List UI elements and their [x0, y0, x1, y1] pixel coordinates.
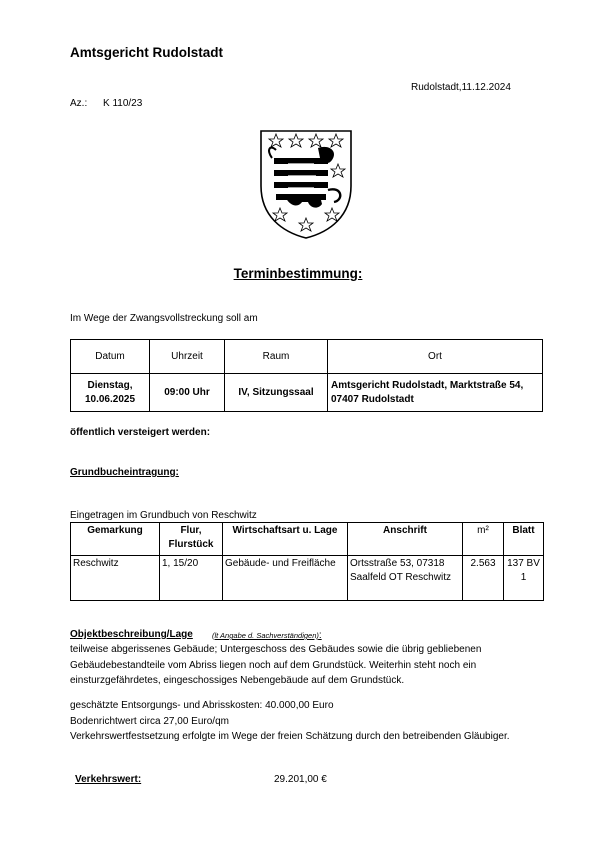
intro-text: Im Wege der Zwangsvollstreckung soll am: [70, 313, 258, 324]
valuation-note: Verkehrswertfestsetzung erfolgte im Wege der freien Schätzung durch den betreibenden Gläubiger.: [70, 731, 510, 742]
thuringia-coat-of-arms-icon: [258, 128, 354, 240]
table-row: [71, 374, 543, 412]
header-usage: Wirtschaftsart u. Lage: [223, 523, 348, 556]
case-number: K 110/23: [103, 98, 143, 109]
object-description: teilweise abgerissenes Gebäude; Untergeschoss des Gebäudes sowie die übrig gebliebenen Gebäudebestandteile vom Abriss liegen noch auf dem Grundstück. Weiterhin steht noch ein einsturzgefährdetes, eingeschossiges Nebengebäude auf dem Grundstück.: [70, 644, 482, 686]
cost-block: [70, 698, 542, 745]
market-value: 29.201,00 €: [274, 774, 327, 785]
cell-sheet: 137 BV 1: [504, 556, 544, 601]
land-register-intro: Eingetragen im Grundbuch von Reschwitz: [70, 510, 257, 521]
header-district: Gemarkung: [71, 523, 160, 556]
object-note-colon: :: [318, 630, 322, 641]
land-register-table: [70, 522, 544, 601]
header-location: Ort: [328, 340, 543, 374]
appointment-table: [70, 339, 543, 412]
table-header-row: [71, 340, 543, 374]
cell-date: [71, 374, 150, 412]
cell-district: Reschwitz: [71, 556, 160, 601]
auction-statement: öffentlich versteigert werden:: [70, 427, 211, 438]
table-header-row: [71, 523, 544, 556]
header-time: Uhrzeit: [150, 340, 225, 374]
cell-room: IV, Sitzungssaal: [225, 374, 328, 412]
date-weekday: Dienstag,: [87, 379, 133, 391]
header-date: Datum: [71, 340, 150, 374]
header-area: m²: [463, 523, 504, 556]
disposal-costs: geschätzte Entsorgungs- und Abrisskosten: 40.000,00 Euro: [70, 700, 334, 711]
land-value: Bodenrichtwert circa 27,00 Euro/qm: [70, 715, 229, 727]
header-sheet: Blatt: [504, 523, 544, 556]
place-date: Rudolstadt,11.12.2024: [411, 82, 511, 93]
object-title: Objektbeschreibung/Lage: [70, 629, 193, 640]
market-value-label: Verkehrswert:: [75, 774, 142, 785]
date-value: 10.06.2025: [84, 393, 136, 405]
cell-location: Amtsgericht Rudolstadt, Marktstraße 54, 07407 Rudolstadt: [328, 374, 543, 412]
header-address: Anschrift: [348, 523, 463, 556]
land-register-title: Grundbucheintragung:: [70, 467, 179, 478]
cell-time: 09:00 Uhr: [150, 374, 225, 412]
page-title: Terminbestimmung:: [233, 266, 363, 281]
cell-address: Ortsstraße 53, 07318 Saalfeld OT Reschwitz: [348, 556, 463, 601]
object-note: [212, 630, 322, 641]
cell-parcel: 1, 15/20: [160, 556, 223, 601]
cell-usage: Gebäude- und Freifläche: [223, 556, 348, 601]
header-parcel: Flur, Flurstück: [160, 523, 223, 556]
case-label: Az.:: [70, 98, 88, 109]
cell-area: 2.563: [463, 556, 504, 601]
table-row: [71, 556, 544, 601]
header-room: Raum: [225, 340, 328, 374]
court-name: Amtsgericht Rudolstadt: [70, 45, 224, 60]
object-note-text: (lt Angabe d. Sachverständigen): [212, 631, 319, 640]
